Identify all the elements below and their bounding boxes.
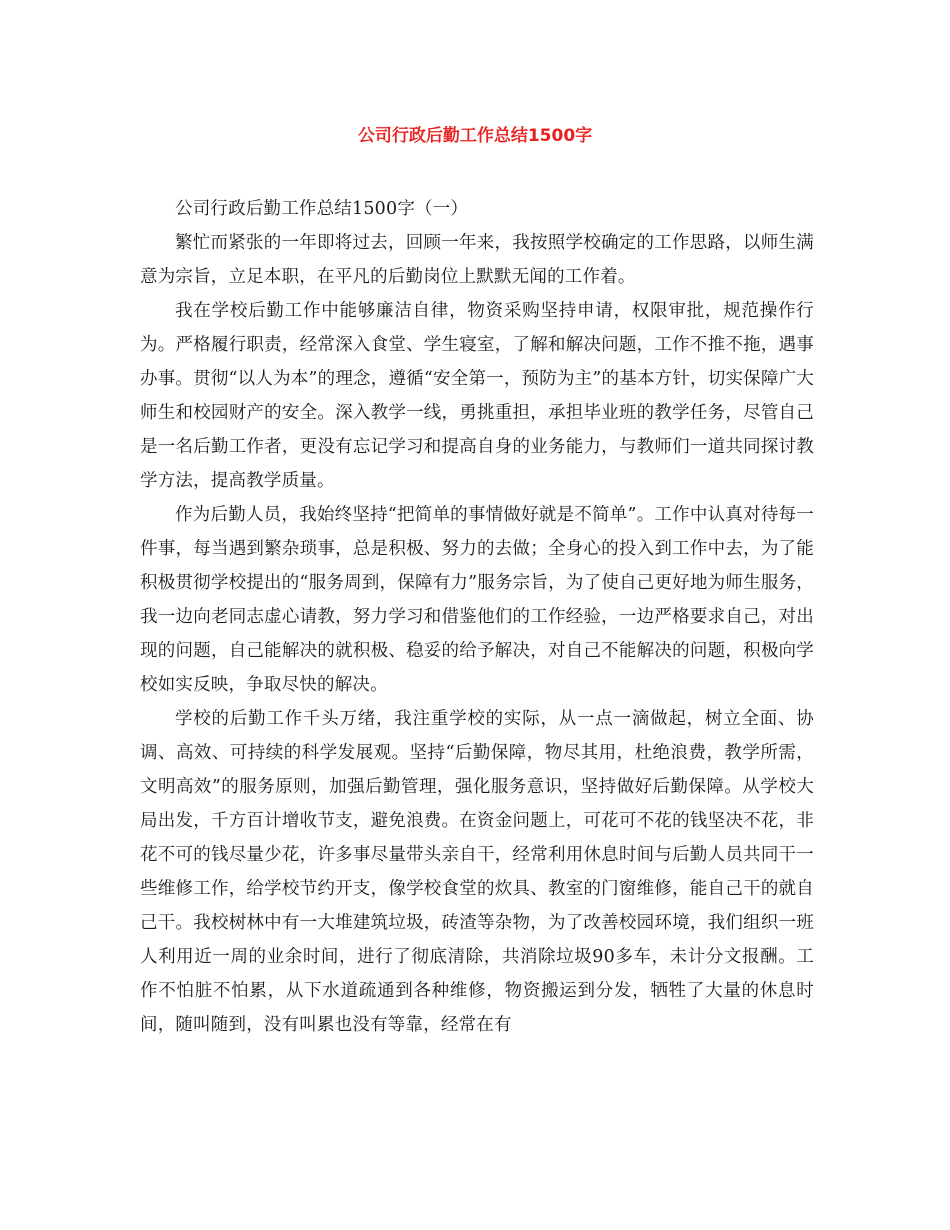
paragraph-4: 学校的后勤工作千头万绪，我注重学校的实际，从一点一滴做起，树立全面、协调、高效、可持续的科学发展观。坚持“后勤保障，物尽其用，杜绝浪费，教学所需，文明高效”的服务原则，加强后勤管理，强化服务意识，坚持做好后勤保障。从学校大局出发，千方百计增收节支，避免浪费。在资金问题上，可花可不花的钱坚决不花，非花不可的钱尽量少花，许多事尽量带头亲自干，经常利用休息时间与后勤人员共同干一些维修工作，给学校节约开支，像学校食堂的炊具、教室的门窗维修，能自己干的就自己干。我校树林中有一大堆建筑垃圾，砖渣等杂物，为了改善校园环境，我们组织一班人利用近一周的业余时间，进行了彻底清除，共消除垃圾90多车，未计分文报酬。工作不怕脏不怕累，从下水道疏通到各种维修，物资搬运到分发，牺牲了大量的休息时间，随叫随到，没有叫累也没有等靠，经常在有 xyxy=(140,709,814,1035)
document-body xyxy=(140,192,814,1042)
document-title: 公司行政后勤工作总结1500字 xyxy=(357,126,593,146)
paragraph-2: 我在学校后勤工作中能够廉洁自律，物资采购坚持申请，权限审批，规范操作行为。严格履行职责，经常深入食堂、学生寝室，了解和解决问题，工作不推不拖，遇事办事。贯彻“以人为本”的理念，遵循“安全第一，预防为主”的基本方针，切实保障广大师生和校园财产的安全。深入教学一线，勇挑重担，承担毕业班的教学任务，尽管自己是一名后勤工作者，更没有忘记学习和提高自身的业务能力，与教师们一道共同探讨教学方法，提高教学质量。 xyxy=(140,301,814,491)
paragraph-1: 繁忙而紧张的一年即将过去，回顾一年来，我按照学校确定的工作思路，以师生满意为宗旨，立足本职，在平凡的后勤岗位上默默无闻的工作着。 xyxy=(140,233,814,287)
section-subtitle: 公司行政后勤工作总结1500字（一） xyxy=(175,199,469,219)
paragraph-3: 作为后勤人员，我始终坚持“把简单的事情做好就是不简单”。工作中认真对待每一件事，每当遇到繁杂琐事，总是积极、努力的去做；全身心的投入到工作中去，为了能积极贯彻学校提出的“服务周到，保障有力”服务宗旨，为了使自己更好地为师生服务，我一边向老同志虚心请教，努力学习和借鉴他们的工作经验，一边严格要求自己，对出现的问题，自己能解决的就积极、稳妥的给予解决，对自己不能解决的问题，积极向学校如实反映，争取尽快的解决。 xyxy=(140,505,814,695)
